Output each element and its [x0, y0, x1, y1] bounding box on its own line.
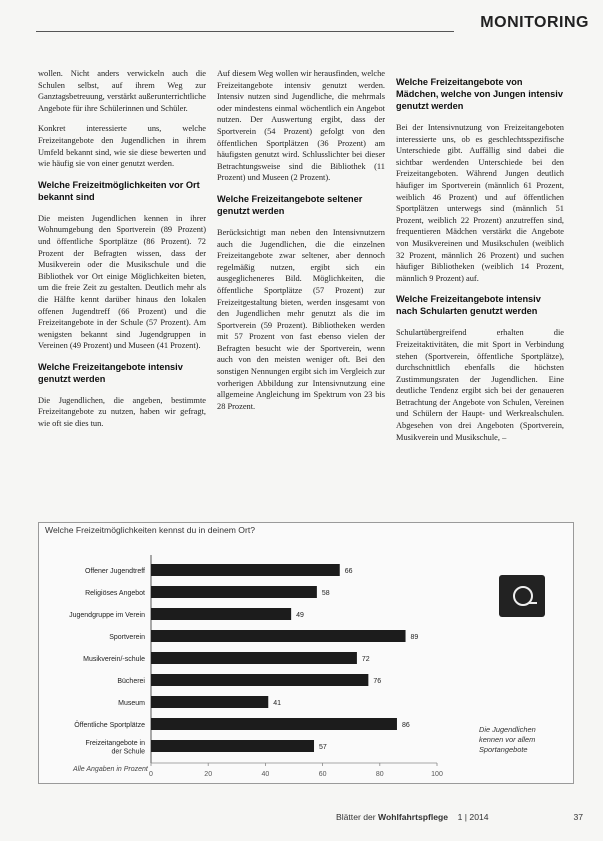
paragraph: wollen. Nicht anders verwickeln auch die Schulen selbst, auf ihrem Weg zur Ganztagsbetreuung, verstärkt außerunterrichtliche Angebote für ihre Schülerinnen und Schüler.: [38, 69, 206, 113]
paragraph: Schulartübergreifend erhalten die Freizeitaktivitäten, die mit Sport in Verbindung stehen (Sportverein, öffentliche Sportplätze), durchschnittlich ebenfalls die höchsten Zustimmungsraten der Jugendlichen. Eine deutliche Tendenz ergibt sich bei der genaueren Betrachtung der Angebote von Schulen, Vereinen und Schülern der Haupt- und Werkrealschulen. Abgesehen von drei Angeboten (Sportverein, Musikverein und Musikschule, –: [396, 328, 564, 442]
bar: [151, 674, 368, 686]
bar: [151, 630, 406, 642]
header-rule: [36, 31, 454, 32]
x-tick-label: 20: [204, 771, 213, 778]
footer-brand: Wohlfahrtspflege: [378, 812, 449, 822]
text-column-3: [396, 70, 564, 452]
category-label: Jugendgruppe im Verein: [69, 612, 145, 619]
x-tick-label: 60: [318, 771, 327, 778]
category-label: Religiöses Angebot: [85, 590, 145, 597]
value-label: 58: [321, 590, 330, 597]
text-column-2: [217, 68, 385, 421]
section-label: MONITORING: [480, 14, 589, 31]
subheading: Welche Freizeitangebote seltener genutzt werden: [217, 193, 363, 216]
category-label: Freizeitangebote in: [85, 739, 145, 747]
x-tick-label: 100: [431, 771, 443, 778]
subheading: Welche Freizeitangebote intensiv genutzt werden: [38, 361, 183, 384]
value-label: 72: [361, 656, 370, 663]
paragraph: Berücksichtigt man neben den Intensivnutzern auch die Jugendlichen, die die einzelnen Freizeitangebote zwar seltener, aber dennoch regelmäßig nutzen, ergibt sich ein ausgeglicheneres Bild. Möglichkeiten, die öffentliche Sportplätze (57 Prozent) zur Freizeitgestaltung bieten, werden insgesamt von den Jugendlichen mehr genutzt als die im Sportverein (59 Prozent). Bibliotheken werden mit 57 Prozent von fast ebenso vielen der Befragten besucht wie der Sportverein, wenn auch von den meisten weniger oft. Bei den sonstigen Nennungen ergibt sich im Vergleich zur vorherigen Abbildung zur Intensivnutzung eine allgemeine Angleichung im Spektrum von 23 bis 28 Prozent.: [217, 227, 385, 411]
footer-prefix: Blätter der: [336, 812, 376, 822]
category-label: Bücherei: [117, 678, 145, 685]
value-label: 49: [296, 612, 304, 619]
bar: [151, 564, 340, 576]
paragraph: Bei der Intensivnutzung von Freizeitangeboten interessierte uns, ob es geschlechtsspezifische Unterschiede gibt. Auffällig sind dabei die sichtbar werdenden Unterschiede bei den Freizeitangeboten. Während Jungen deutlich häufiger im Sportverein (männlich 61 Prozent, weiblich 46 Prozent) und auf öffentlichen Sportplätzen unterwegs sind (männlich 51 Prozent, weiblich 22 Prozent) anzutreffen sind, frequentieren Mädchen verstärkt die Angebote von Musikvereinen und Musikschulen (weiblich 32 Prozent, männlich 26 Prozent) und suchen häufiger Bibliotheken (weiblich 14 Prozent, männlich 9 Prozent) auf.: [396, 123, 564, 283]
category-label: der Schule: [111, 748, 145, 756]
caption-line: Sportangebote: [479, 745, 528, 754]
bar: [151, 718, 397, 730]
chart-panel: [38, 522, 574, 784]
subheading: Welche Freizeitangebote intensiv nach Schularten genutzt werden: [396, 294, 541, 317]
category-label: Öffentliche Sportplätze: [74, 722, 145, 729]
chart-title: Welche Freizeitmöglichkeiten kennst du in deinem Ort?: [45, 525, 256, 535]
text-column-1: [38, 68, 206, 439]
value-label: 57: [319, 744, 327, 751]
paragraph: Auf diesem Weg wollen wir herausfinden, welche Freizeitangebote intensiv genutzt werden. Intensiv nutzen sind Jugendliche, die mehrmals oder mindestens einmal wöchentlich ein Angebot nutzen. Der Auswertung ergibt, dass der Sportverein (54 Prozent) gefolgt von den öffentlichen Sportplätzen (36 Prozent) am häufigsten genutzt wird. Schlusslichter bei dieser Betrachtungsweise sind die Bibliothek (11 Prozent) und Museen (2 Prozent).: [217, 69, 385, 183]
paragraph: Konkret interessierte uns, welche Freizeitangebote den Jugendlichen in ihrem Umfeld bekannt sind, wie sie diese bewerten und wie häufig sie von einer genutzt werden.: [38, 124, 206, 169]
value-label: 66: [344, 568, 353, 575]
chart-caption: [479, 725, 547, 755]
chart-note: Alle Angaben in Prozent: [73, 766, 148, 773]
category-label: Offener Jugendtreff: [84, 568, 145, 575]
value-label: 89: [410, 634, 419, 641]
value-label: 76: [373, 678, 382, 685]
magnifier-badge: [499, 575, 545, 617]
bar: [151, 696, 268, 708]
bar: [151, 608, 291, 620]
value-label: 41: [273, 700, 282, 707]
subheading: Welche Freizeitmöglichkeiten vor Ort bekannt sind: [38, 179, 200, 202]
category-label: Sportverein: [109, 634, 145, 641]
paragraph: Die meisten Jugendlichen kennen in ihrer Wohnumgebung den Sportverein (89 Prozent) und öffentliche Sportplätze (86 Prozent). 72 Prozent der Befragten wissen, dass der Musikverein oder die Musikschule und die Bibliothek vor Ort einige Möglichkeiten bieten, um die freie Zeit zu gestalten. Deutlich mehr als die Hälfte kennt darüber hinaus den lokalen offenen Jugendtreff (66 Prozent) und die Freizeitangebote in der Schule (57 Prozent). Am wenigsten bekannt sind Jugendgruppen in Vereinen (49 Prozent) und Museen (41 Prozent).: [38, 213, 206, 351]
bar: [151, 586, 317, 598]
subheading: Welche Freizeitangebote von Mädchen, welche von Jungen intensiv genutzt werden: [396, 77, 563, 111]
caption-line: Die Jugendlichen: [479, 725, 536, 734]
page-number: 37: [573, 812, 583, 822]
value-label: 86: [401, 722, 410, 729]
x-tick-label: 0: [149, 771, 153, 778]
bar: [151, 740, 314, 752]
category-label: Museum: [118, 700, 145, 707]
footer: [336, 812, 489, 822]
x-tick-label: 40: [261, 771, 270, 778]
footer-issue: 1 | 2014: [457, 812, 489, 822]
bar: [151, 652, 357, 664]
x-tick-label: 80: [375, 771, 384, 778]
category-label: Musikverein/-schule: [83, 656, 145, 663]
paragraph: Die Jugendlichen, die angeben, bestimmte Freizeitangebote zu nutzen, haben wir gefragt, wie oft sie dies tun.: [38, 395, 206, 429]
caption-line: kennen vor allem: [479, 735, 536, 744]
magnifier-icon: [513, 586, 533, 606]
